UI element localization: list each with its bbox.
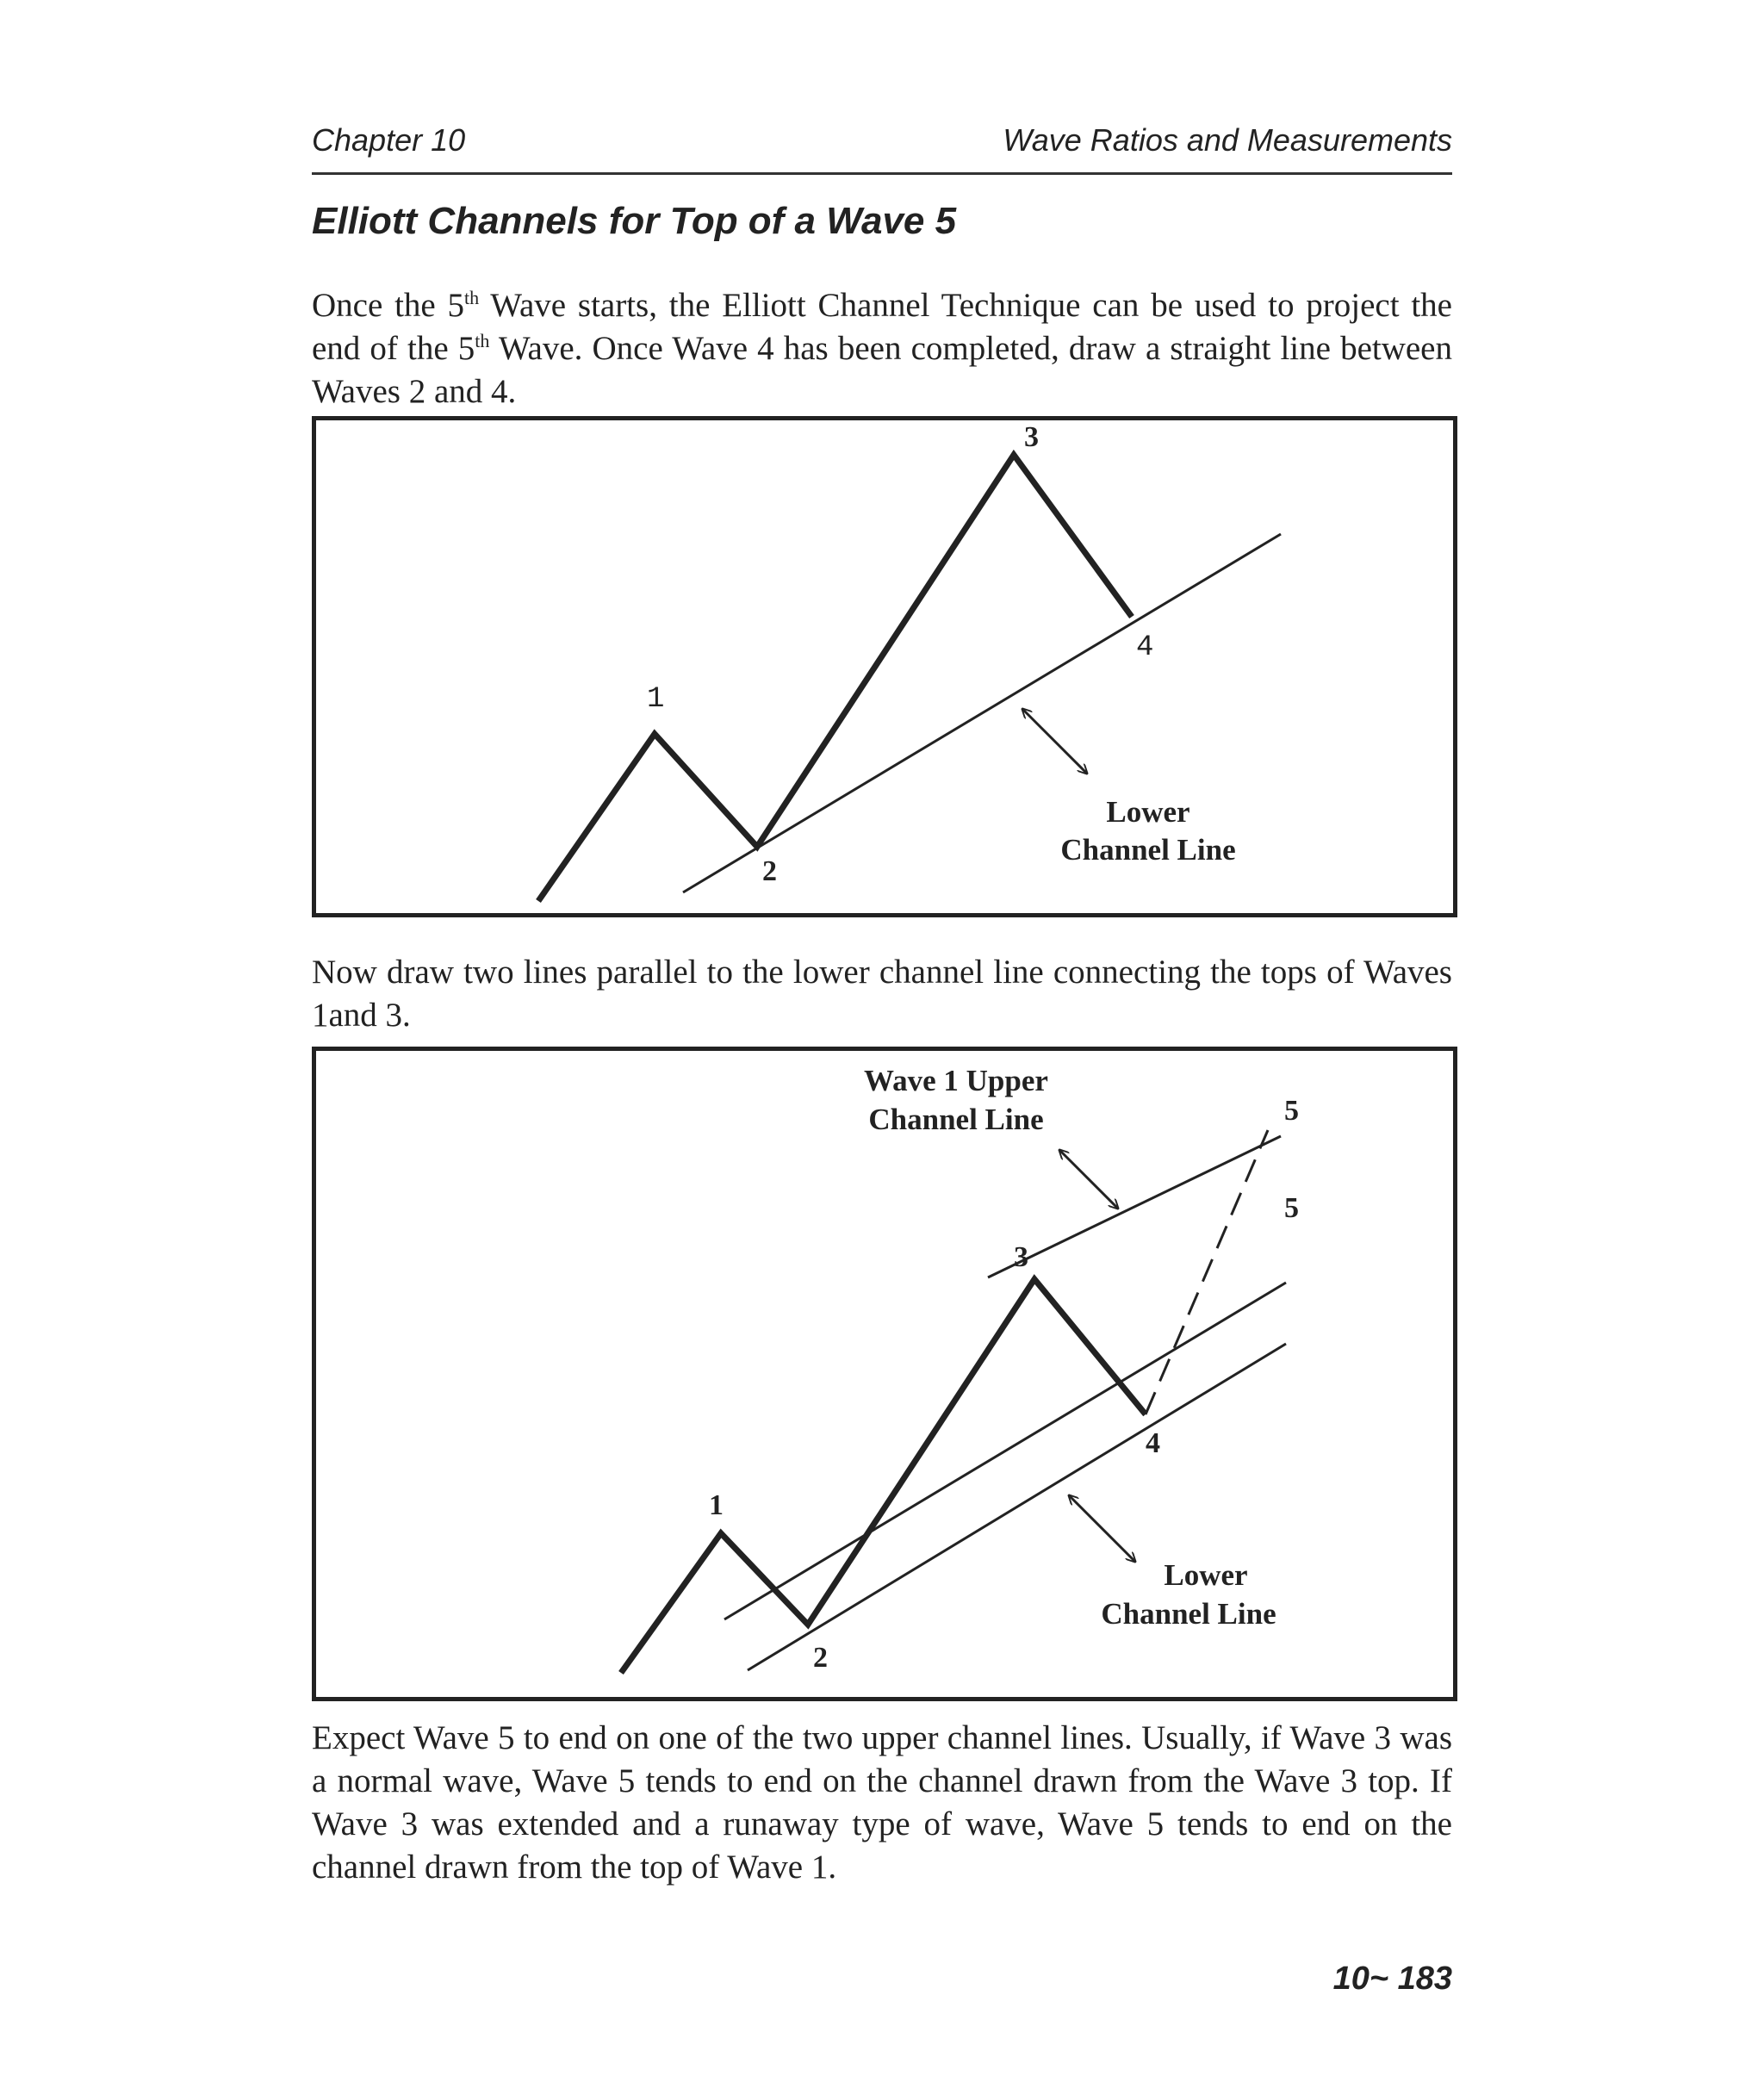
double-arrow-icon [1022,709,1087,774]
wave-1-label: 1 [647,683,665,716]
wave3-upper-channel-line [988,1136,1281,1277]
wave-2-label: 2 [813,1642,828,1674]
wave-5-top-label: 5 [1284,1095,1299,1127]
paragraph-intro: Once the 5th Wave starts, the Elliott Channel Technique can be used to project the end of the 5th Wave. Once Wave 4 has been completed, draw a straight line between Waves 2 and 4. [312,287,1452,410]
paragraph-conclusion: Expect Wave 5 to end on one of the two upper channel lines. Usually, if Wave 3 was a normal wave, Wave 5 tends to end on the channel drawn from the Wave 3 top. If Wave 3 was extended and a runaway type of wave, Wave 5 tends to end on the channel drawn from the top of Wave 1. [312,1719,1452,1886]
chapter-label: Chapter 10 [312,122,466,158]
page-number: 10~ 183 [1332,1961,1452,1997]
figure-upper-channels [312,1047,1457,1701]
wave-5-alt-label: 5 [1284,1192,1299,1224]
upper-double-arrow-icon [1059,1150,1118,1209]
wave-2-label: 2 [762,855,777,887]
lower-channel-label-line2: Channel Line [1060,833,1236,867]
lower-channel-label-line1: Lower [1106,795,1190,829]
paragraph-parallel-lines: Now draw two lines parallel to the lower channel line connecting the tops of Waves 1and 3. [312,954,1452,1034]
lower-channel-label-line1: Lower [1164,1558,1248,1592]
wave-3-label: 3 [1024,421,1039,453]
figure-2-diagram [316,1051,1453,1697]
lower-channel-label-line2: Channel Line [1101,1597,1276,1631]
wave-3-label: 3 [1014,1241,1028,1273]
upper-channel-label-line1: Wave 1 Upper [864,1064,1048,1097]
figure-1-diagram [316,420,1453,913]
wave-1-label: 1 [709,1489,724,1521]
section-label: Wave Ratios and Measurements [1003,122,1452,158]
figure-lower-channel [312,416,1457,917]
wave-4-label: 4 [1146,1427,1160,1459]
wave-4-label: 4 [1136,631,1154,664]
lower-double-arrow-icon [1069,1495,1135,1562]
page-header [312,119,1452,175]
section-title: Elliott Channels for Top of a Wave 5 [312,200,957,242]
upper-channel-label-line2: Channel Line [868,1103,1044,1136]
